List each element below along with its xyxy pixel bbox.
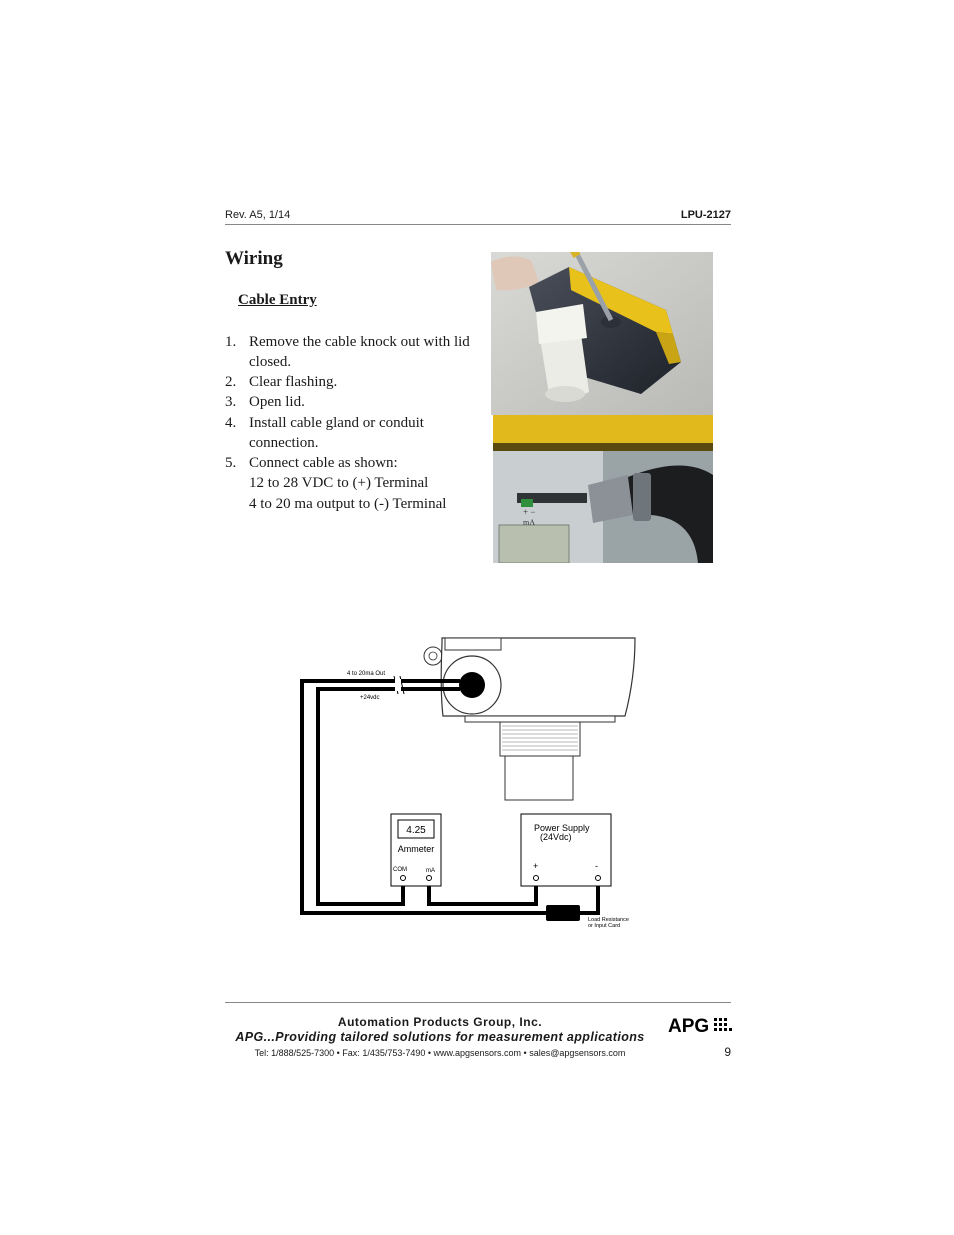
page-number: 9: [724, 1045, 731, 1059]
step-text: Connect cable as shown:: [249, 455, 398, 471]
contact-info: Tel: 1/888/525-7300 • Fax: 1/435/753-7490 • www.apgsensors.com • sales@apgsensors.com: [254, 1048, 626, 1058]
power-supply: [521, 814, 611, 886]
revision-label: Rev. A5, 1/14: [225, 209, 291, 221]
ammeter-label: Ammeter: [397, 844, 435, 854]
step-subline: 12 to 28 VDC to (+) Terminal: [249, 475, 429, 491]
supply-wire-label: +24vdc: [360, 695, 380, 701]
cable-connection-photo: [493, 415, 713, 563]
power-supply-label: Power Supply: [534, 823, 590, 833]
ammeter-com-label: COM: [393, 867, 407, 873]
terminal-polarity-label: + −: [523, 507, 536, 517]
step-text: Open lid.: [249, 394, 305, 410]
step-text: Remove the cable knock out with lid closed.: [249, 334, 470, 371]
ammeter-reading: 4.25: [406, 825, 426, 836]
cable-knockout-photo: [491, 252, 713, 415]
svg-text:APG: APG: [668, 1016, 710, 1037]
power-supply-plus: +: [533, 861, 539, 871]
footer-divider: [225, 1002, 731, 1003]
step-text: Install cable gland or conduit connection.: [249, 415, 424, 452]
company-slogan: APG...Providing tailored solutions for measurement applications: [235, 1030, 645, 1044]
section-subheading: Cable Entry: [238, 292, 317, 308]
apg-logo: [666, 1012, 734, 1038]
sensor-housing: [424, 638, 635, 800]
terminal-unit-label: mA: [523, 518, 535, 527]
load-label-1: Load Resistance: [588, 917, 629, 923]
load-resistor: [546, 905, 580, 921]
page-title: Wiring: [225, 248, 283, 269]
ammeter: [391, 814, 441, 886]
step-text: Clear flashing.: [249, 374, 338, 390]
header-divider: [225, 224, 731, 225]
output-wire-label: 4 to 20ma Out: [347, 671, 386, 677]
wiring-diagram: [290, 630, 650, 940]
load-label-2: or Input Card: [588, 923, 621, 929]
step-subline: 4 to 20 ma output to (-) Terminal: [249, 496, 447, 512]
power-supply-voltage: (24Vdc): [540, 832, 572, 842]
power-supply-minus: -: [595, 861, 598, 871]
ammeter-ma-label: mA: [426, 868, 435, 874]
document-number: LPU-2127: [680, 209, 731, 221]
company-name: Automation Products Group, Inc.: [337, 1015, 543, 1029]
